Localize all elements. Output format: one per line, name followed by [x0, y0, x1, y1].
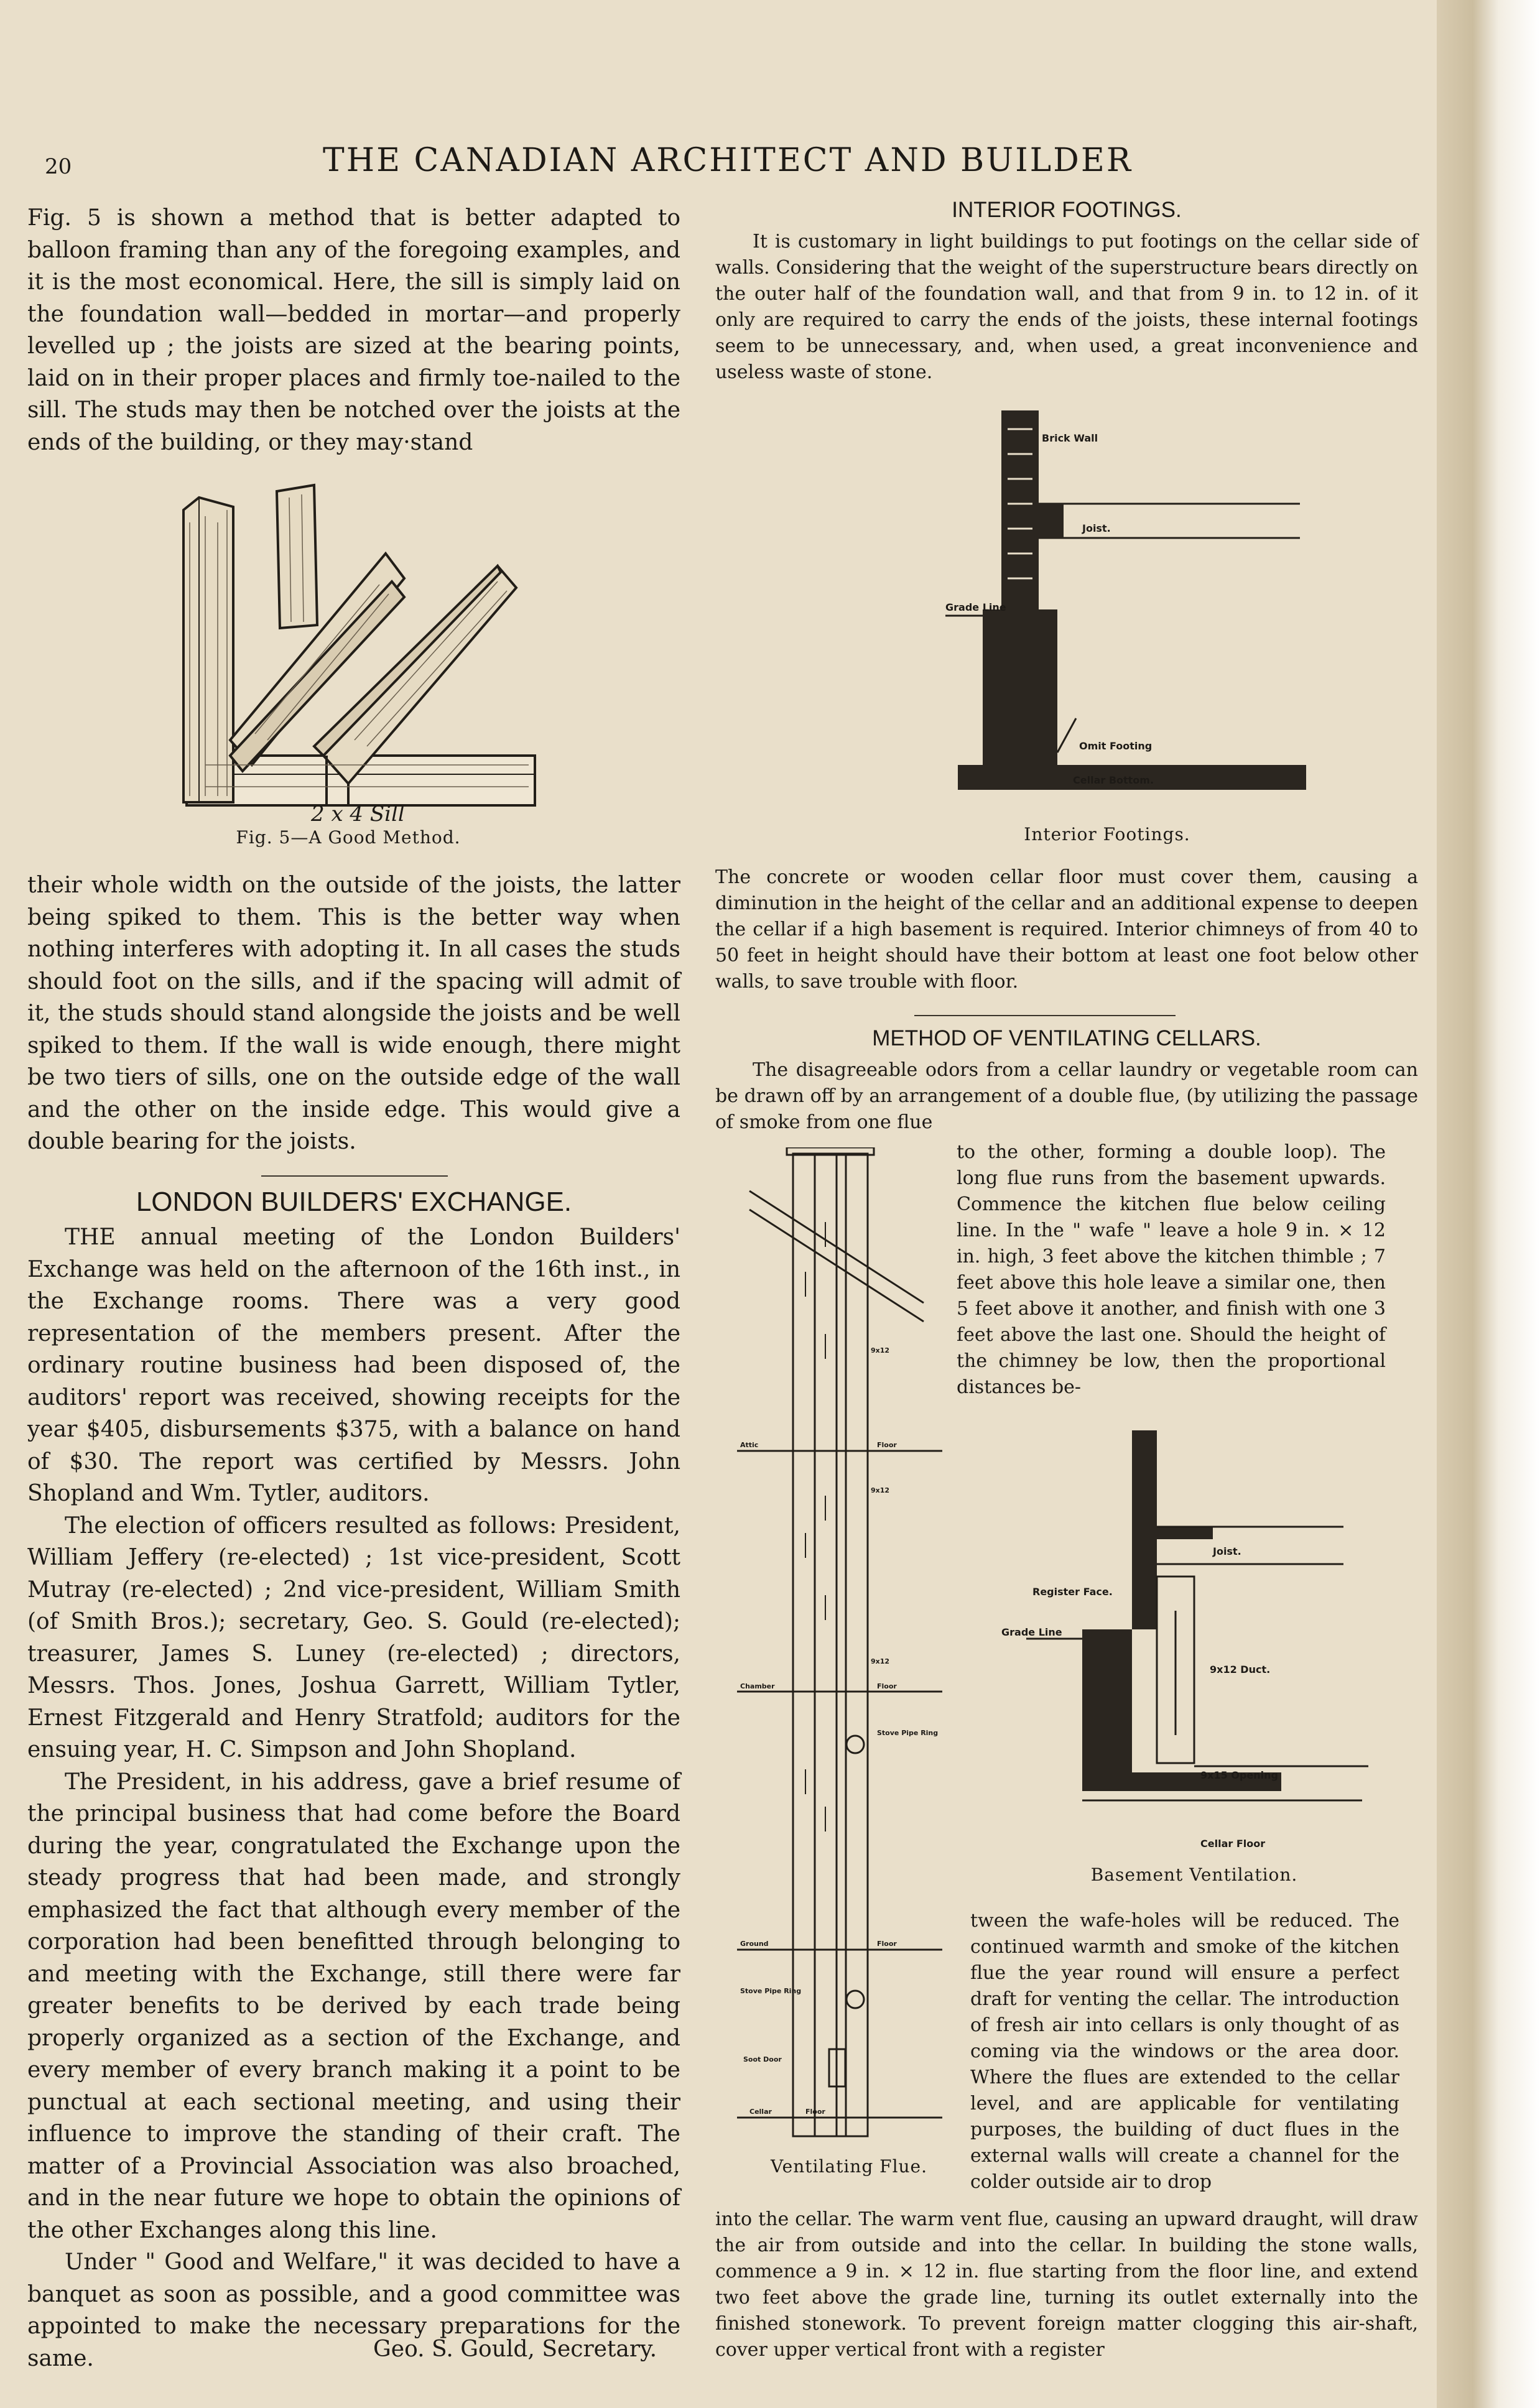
basement-label-opening: 9x15 Opening	[1200, 1769, 1278, 1781]
basement-ventilation-diagram	[989, 1424, 1393, 1853]
footings-label-grade-line: Grade Line	[945, 601, 1006, 613]
fig5-sill-diagram	[168, 473, 547, 827]
paragraph-vent-side: to the other, forming a double loop). The long flue runs from the basement upwards. Commence the kitchen flue below ceiling line. In the " wafe " leave a hole 9 in. × 12 in. high, 3 feet above the kitchen thimble ; 7 feet above this hole leave a similar one, then 5 feet above it another, and finish with one 3 feet above the last one. Should the height of the chimney be low, then the proportional distances be-	[957, 1141, 1386, 1398]
exchange-heading: LONDON BUILDERS' EXCHANGE.	[136, 1187, 572, 1217]
footings-label-brick-wall: Brick Wall	[1042, 432, 1098, 444]
footings-section	[715, 198, 1418, 386]
paragraph-exchange-3: The President, in his address, gave a brief resume of the principal business that had come before the Board during the year, congratulated the Exchange upon the steady progress that had been made, and strongly emphasized the fact that although every member of the corporation had been benefitted through belonging to and meeting with the Exchange, still there were far greater benefits to be derived by each trade being properly organized as a section of the Exchange, and every member of every branch making it a point to be punctual at each sectional meeting, and using their influence to improve the standing of their craft. The matter of a Provincial Association was also broached, and in the near future we hope to obtain the opinions of the other Exchanges along this line.	[27, 1769, 680, 2243]
basement-caption: Basement Ventilation.	[1090, 1864, 1298, 1885]
page-number: 20	[45, 154, 72, 179]
paragraph-vent-side2: tween the wafe-holes will be reduced. The continued warmth and smoke of the kitchen flue the year round will ensure a perfect draft for venting the cellar. The introduction of fresh air into cellars is only thought of as coming via the windows or the area door. Where the flues are extended to the cellar level, and are applicable for ventilating purposes, the building of duct flues in the external walls will create a channel for the colder outside air to drop	[970, 1910, 1399, 2193]
flue-label-size-3: 9x12	[871, 1657, 890, 1665]
basement-label-duct: 9x12 Duct.	[1210, 1664, 1271, 1675]
paragraph-intro: Fig. 5 is shown a method that is better adapted to balloon framing than any of the foregoing examples, and it is the most economical. Here, the sill is simply laid on the foundation wall—bedded in mortar—and properly levelled up ; the joists are sized at the bearing points, laid on in their proper places and firmly toe-nailed to the sill. The studs may then be notched over the joists at the ends of the building, or they may·stand	[27, 205, 680, 455]
flue-label-attic: Attic	[740, 1441, 759, 1449]
vent-side2-block	[970, 1908, 1399, 2195]
flue-label-floor-2: Floor	[877, 1682, 897, 1690]
vent-end-block	[715, 2207, 1418, 2363]
footings-heading: INTERIOR FOOTINGS.	[952, 198, 1182, 222]
running-title: THE CANADIAN ARCHITECT AND BUILDER	[323, 142, 1133, 179]
vent-side-block	[957, 1139, 1386, 1401]
left-continue-block	[27, 869, 680, 1158]
paragraph-footings-2: The concrete or wooden cellar floor must cover them, causing a diminution in the height of the cellar and an additional expense to deepen the cellar if a high basement is required. Interior chimneys of from 40 to 50 feet in height should have their bottom at least one foot below other walls, to save trouble with floor.	[715, 866, 1418, 993]
basement-label-grade-line: Grade Line	[1001, 1626, 1062, 1638]
footings-label-omit-footing: Omit Footing	[1079, 740, 1153, 752]
paragraph-vent-intro: The disagreeable odors from a cellar laundry or vegetable room can be drawn off by an arrangement of a double flue, (by utilizing the passage of smoke from one flue	[715, 1059, 1418, 1133]
footings-label-cellar-bottom: Cellar Bottom.	[1073, 774, 1154, 786]
page-edge	[1437, 0, 1540, 2408]
ventilating-flue-diagram	[737, 1147, 952, 2152]
exchange-section	[27, 1187, 680, 2374]
footings-caption: Interior Footings.	[1024, 824, 1190, 845]
paragraph-continue: their whole width on the outside of the joists, the latter being spiked to them. This is the better way when nothing interferes with adopting it. In all cases the studs should foot on the sills, and if the spacing will admit of it, the studs should stand alongside the joists and be well spiked to them. If the wall is wide enough, there might be two tiers of sills, one on the outside edge of the wall and the other on the inside edge. This would give a double bearing for the joists.	[27, 873, 680, 1154]
flue-label-soot-door: Soot Door	[743, 2055, 782, 2063]
paragraph-exchange-2: The election of officers resulted as follows: President, William Jeffery (re-elected) ; 1st vice-president, Scott Mutray (re-elected) ; 2nd vice-president, William Smith (of Smith Bros.); secretary, Geo. S. Gould (re-elected); treasurer, James S. Luney (re-elected) ; directors, Messrs. Thos. Jones, Joshua Garrett, William Tytler, Ernest Fitzgerald and Henry Stratfold; auditors for the ensuing year, H. C. Simpson and John Shopland.	[27, 1512, 680, 1762]
flue-label-ground: Ground	[740, 1940, 769, 1948]
flue-caption: Ventilating Flue.	[770, 2156, 928, 2177]
flue-label-floor-3: Floor	[877, 1940, 897, 1948]
signature: Geo. S. Gould, Secretary.	[373, 2336, 657, 2362]
flue-label-size-1: 9x12	[871, 1346, 890, 1354]
paragraph-footings-1: It is customary in light buildings to put footings on the cellar side of walls. Considering that the weight of the superstructure bears directly on the outer half of the foundation wall, and that from 9 in. to 12 in. of it only are required to carry the ends of the joists, these internal footings seem to be unnecessary, and, when used, a great inconvenience and useless waste of stone.	[715, 231, 1418, 383]
footings-label-joist: Joist.	[1082, 522, 1111, 534]
flue-label-stove-pipe-1: Stove Pipe Ring	[877, 1729, 939, 1737]
section-divider-right	[914, 1015, 1176, 1016]
footings-continue-block	[715, 864, 1418, 995]
flue-label-cellar: Cellar	[749, 2108, 772, 2116]
basement-label-register-face: Register Face.	[1032, 1586, 1113, 1598]
basement-label-cellar-floor: Cellar Floor	[1200, 1838, 1266, 1850]
fig5-label: 2 x 4 Sill	[311, 802, 405, 827]
left-intro-block	[27, 202, 680, 458]
basement-label-joist: Joist.	[1213, 1545, 1241, 1557]
interior-footings-diagram	[945, 404, 1331, 827]
flue-label-floor-4: Floor	[805, 2108, 825, 2116]
fig5-caption: Fig. 5—A Good Method.	[236, 827, 461, 848]
paragraph-vent-end: into the cellar. The warm vent flue, causing an upward draught, will draw the air from outside and into the cellar. In building the stone walls, commence a 9 in. × 12 in. flue starting from the floor line, and extend two feet above the grade line, turning its outlet externally into the finished stonework. To prevent foreign matter clogging this air-shaft, cover upper vertical front with a register	[715, 2208, 1418, 2361]
flue-label-chamber: Chamber	[740, 1682, 775, 1690]
flue-label-floor-1: Floor	[877, 1441, 897, 1449]
paragraph-exchange-4: Under " Good and Welfare," it was decided to have a banquet as soon as possible, and a good committee was appointed to make the necessary preparations for the same.	[27, 2249, 680, 2371]
ventilating-section	[715, 1026, 1418, 1136]
section-divider-left	[261, 1175, 448, 1177]
paragraph-exchange-1: THE annual meeting of the London Builders' Exchange was held on the afternoon of the 16th inst., in the Exchange rooms. There was a very good representation of the members present. After the ordinary routine business had been disposed of, the auditors' report was received, showing receipts for the year $405, disbursements $375, with a balance on hand of $30. The report was certified by Messrs. John Shopland and Wm. Tytler, auditors.	[27, 1225, 680, 1506]
flue-label-stove-pipe-2: Stove Pipe Ring	[740, 1987, 802, 1995]
ventilating-heading: METHOD OF VENTILATING CELLARS.	[872, 1026, 1261, 1050]
flue-label-size-2: 9x12	[871, 1486, 890, 1494]
